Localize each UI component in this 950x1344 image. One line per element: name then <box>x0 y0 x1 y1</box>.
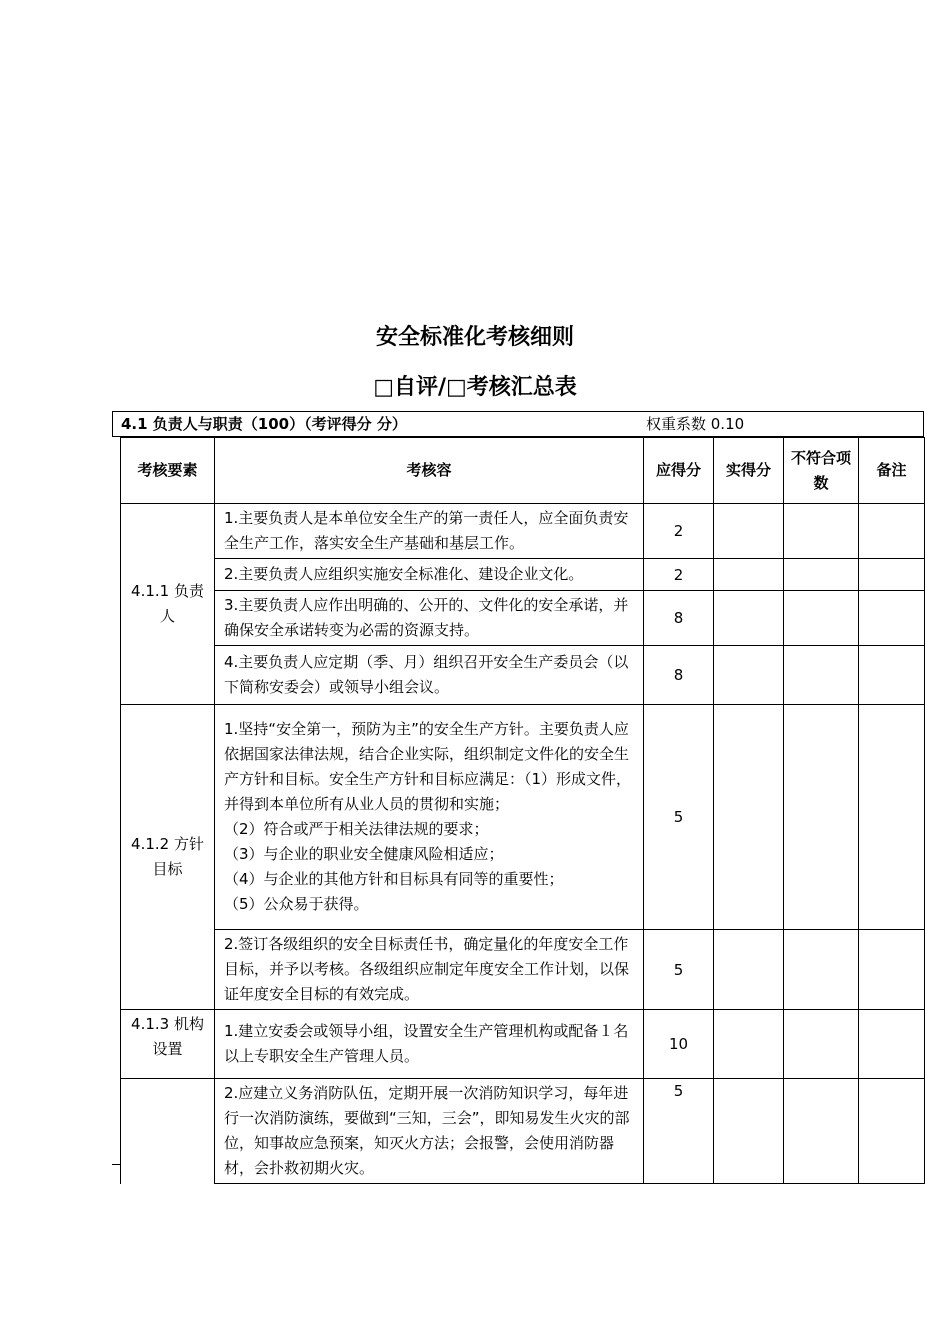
actual-score-cell[interactable] <box>714 705 784 930</box>
element-cell: 4.1.3 机构设置 <box>121 1010 215 1079</box>
remarks-cell[interactable] <box>859 646 925 705</box>
actual-score-cell[interactable] <box>714 930 784 1010</box>
assessment-table <box>120 437 925 1184</box>
should-score-cell: 2 <box>644 559 714 591</box>
content-line: （4）与企业的其他方针和目标具有同等的重要性； <box>224 870 564 888</box>
should-score-cell: 5 <box>644 705 714 930</box>
element-cell-empty <box>121 1079 215 1184</box>
table-row <box>121 559 925 591</box>
noncompliant-cell[interactable] <box>784 930 859 1010</box>
weight-coefficient: 权重系数 0.10 <box>646 415 745 433</box>
noncompliant-cell[interactable] <box>784 559 859 591</box>
content-paragraph: 1.坚持“安全第一，预防为主”的安全生产方针。主要负责人应依据国家法律法规，结合企业实际，组织制定文件化的安全生产方针和目标。安全生产方针和目标应满足：（1）形成文件，并得到本单位所有从业人员的贯彻和实施； <box>224 720 632 813</box>
should-score-cell: 8 <box>644 591 714 646</box>
actual-score-cell[interactable] <box>714 1079 784 1184</box>
noncompliant-cell[interactable] <box>784 646 859 705</box>
should-score-cell: 10 <box>644 1010 714 1079</box>
header-should-score: 应得分 <box>644 438 714 504</box>
document-title: 安全标准化考核细则 <box>375 325 574 350</box>
remarks-cell[interactable] <box>859 504 925 559</box>
actual-score-cell[interactable] <box>714 504 784 559</box>
table-row <box>121 1010 925 1079</box>
remarks-cell[interactable] <box>859 591 925 646</box>
section-header <box>112 411 924 437</box>
actual-score-cell[interactable] <box>714 646 784 705</box>
should-score-cell: 2 <box>644 504 714 559</box>
table-header-row <box>121 438 925 504</box>
content-cell <box>215 705 644 930</box>
content-line: （5）公众易于获得。 <box>224 895 369 913</box>
table-row <box>121 504 925 559</box>
noncompliant-cell[interactable] <box>784 1010 859 1079</box>
remarks-cell[interactable] <box>859 930 925 1010</box>
content-cell: 1.建立安委会或领导小组，设置安全生产管理机构或配备１名以上专职安全生产管理人员。 <box>215 1010 644 1079</box>
section-title: 4.1 负责人与职责（100）（考评得分 分） <box>121 415 407 433</box>
content-line: （3）与企业的职业安全健康风险相适应； <box>224 845 504 863</box>
actual-score-cell[interactable] <box>714 559 784 591</box>
table-edge-line <box>112 1164 120 1165</box>
content-line: （2）符合或严于相关法律法规的要求； <box>224 820 489 838</box>
noncompliant-cell[interactable] <box>784 591 859 646</box>
remarks-cell[interactable] <box>859 705 925 930</box>
table-row <box>121 705 925 930</box>
remarks-cell[interactable] <box>859 1010 925 1079</box>
element-cell: 4.1.1 负责人 <box>121 504 215 705</box>
table-row <box>121 930 925 1010</box>
should-score-cell: 5 <box>644 1079 714 1184</box>
header-element: 考核要素 <box>121 438 215 504</box>
document-subtitle: □自评/□考核汇总表 <box>373 375 577 400</box>
table-row <box>121 591 925 646</box>
content-cell: 3.主要负责人应作出明确的、公开的、文件化的安全承诺，并确保安全承诺转变为必需的资源支持。 <box>215 591 644 646</box>
actual-score-cell[interactable] <box>714 591 784 646</box>
should-score-cell: 8 <box>644 646 714 705</box>
noncompliant-cell[interactable] <box>784 1079 859 1184</box>
content-cell: 2.主要负责人应组织实施安全标准化、建设企业文化。 <box>215 559 644 591</box>
table-row <box>121 1079 925 1184</box>
content-cell: 1.主要负责人是本单位安全生产的第一责任人，应全面负责安全生产工作，落实安全生产基础和基层工作。 <box>215 504 644 559</box>
element-cell: 4.1.2 方针目标 <box>121 705 215 1010</box>
should-score-cell: 5 <box>644 930 714 1010</box>
noncompliant-cell[interactable] <box>784 504 859 559</box>
content-cell: 2.应建立义务消防队伍，定期开展一次消防知识学习，每年进行一次消防演练，要做到“三知，三会”，即知易发生火灾的部位，知事故应急预案，知灭火方法；会报警，会使用消防器材，会扑救初期火灾。 <box>215 1079 644 1184</box>
table-row <box>121 646 925 705</box>
actual-score-cell[interactable] <box>714 1010 784 1079</box>
header-remarks: 备注 <box>859 438 925 504</box>
noncompliant-cell[interactable] <box>784 705 859 930</box>
header-content: 考核容 <box>215 438 644 504</box>
content-cell: 2.签订各级组织的安全目标责任书，确定量化的年度安全工作目标，并予以考核。各级组织应制定年度安全工作计划，以保证年度安全目标的有效完成。 <box>215 930 644 1010</box>
header-noncompliant: 不符合项数 <box>784 438 859 504</box>
content-cell: 4.主要负责人应定期（季、月）组织召开安全生产委员会（以下简称安委会）或领导小组会议。 <box>215 646 644 705</box>
header-actual-score: 实得分 <box>714 438 784 504</box>
remarks-cell[interactable] <box>859 559 925 591</box>
remarks-cell[interactable] <box>859 1079 925 1184</box>
